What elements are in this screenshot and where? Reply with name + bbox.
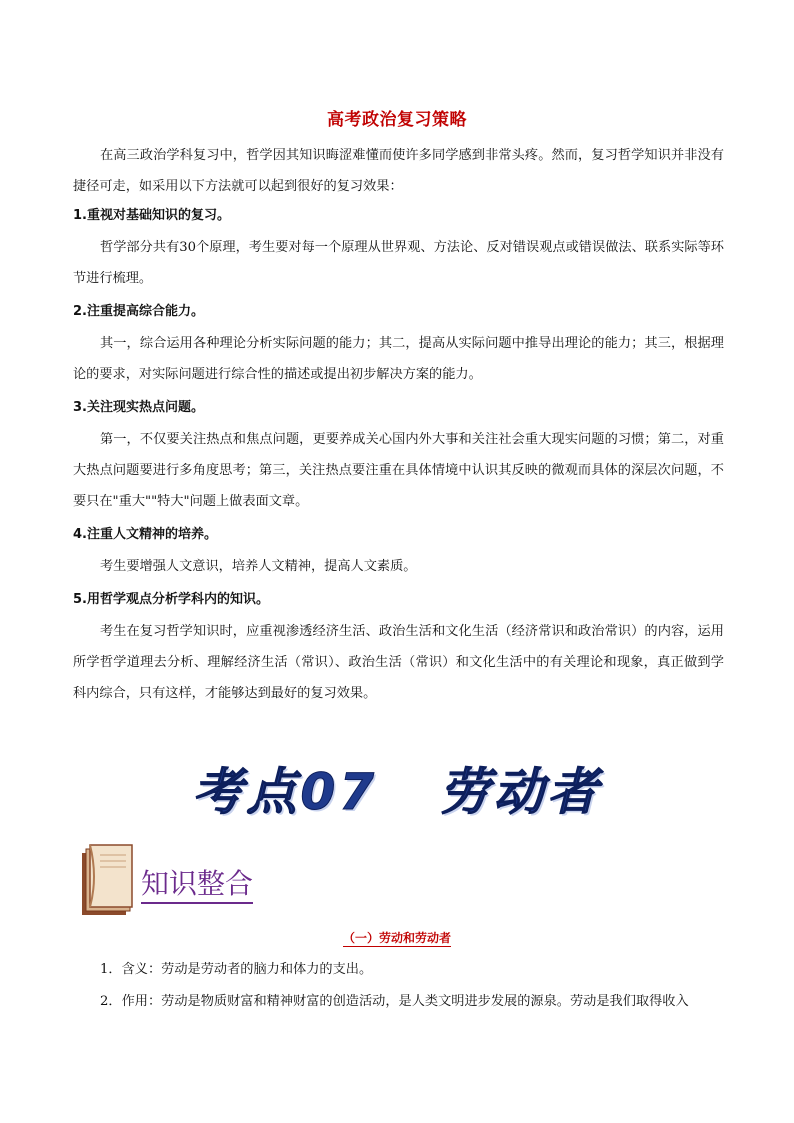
book-icon <box>80 843 136 917</box>
topic-title: 考点07 劳动者 <box>192 763 602 821</box>
section-heading-2: 2.注重提高综合能力。 <box>73 304 204 319</box>
sub-heading-text: （一）劳动和劳动者 <box>342 931 451 945</box>
section-heading-3: 3.关注现实热点问题。 <box>73 400 204 415</box>
sub-heading <box>0 929 794 946</box>
list-item-2: 2．作用：劳动是物质财富和精神财富的创造活动，是人类文明进步发展的源泉。劳动是我们取得收入 <box>100 994 689 1009</box>
section-heading-1: 1.重视对基础知识的复习。 <box>73 208 230 223</box>
section-heading-4: 4.注重人文精神的培养。 <box>73 527 217 542</box>
section-heading-5: 5.用哲学观点分析学科内的知识。 <box>73 592 269 607</box>
page-title: 高考政治复习策略 <box>327 110 467 130</box>
section-body-4: 考生要增强人文意识，培养人文精神，提高人文素质。 <box>100 559 417 574</box>
section-body-3: 第一，不仅要关注热点和焦点问题，更要养成关心国内外大事和关注社会重大现实问题的习惯；第二，对重大热点问题要进行多角度思考；第三，关注热点要注重在具体情境中认识其反映的微观而具体的深层次问题，不要只在"重大""特大"问题上做表面文章。 <box>73 432 724 509</box>
section-body-5: 考生在复习哲学知识时，应重视渗透经济生活、政治生活和文化生活（经济常识和政治常识）的内容，运用所学哲学道理去分析、理解经济生活（常识）、政治生活（常识）和文化生活中的有关理论和现象，真正做到学科内综合，只有这样，才能够达到最好的复习效果。 <box>73 624 724 701</box>
section-body-2: 其一，综合运用各种理论分析实际问题的能力；其二，提高从实际问题中推导出理论的能力；其三，根据理论的要求，对实际问题进行综合性的描述或提出初步解决方案的能力。 <box>73 336 724 382</box>
intro-paragraph: 在高三政治学科复习中，哲学因其知识晦涩难懂而使许多同学感到非常头疼。然而，复习哲学知识并非没有捷径可走，如采用以下方法就可以起到很好的复习效果： <box>73 148 724 194</box>
list-item-1: 1．含义：劳动是劳动者的脑力和体力的支出。 <box>100 962 373 977</box>
section-body-1: 哲学部分共有30个原理，考生要对每一个原理从世界观、方法论、反对错误观点或错误做法、联系实际等环节进行梳理。 <box>73 240 724 286</box>
section-banner: 知识整合 <box>141 866 253 904</box>
